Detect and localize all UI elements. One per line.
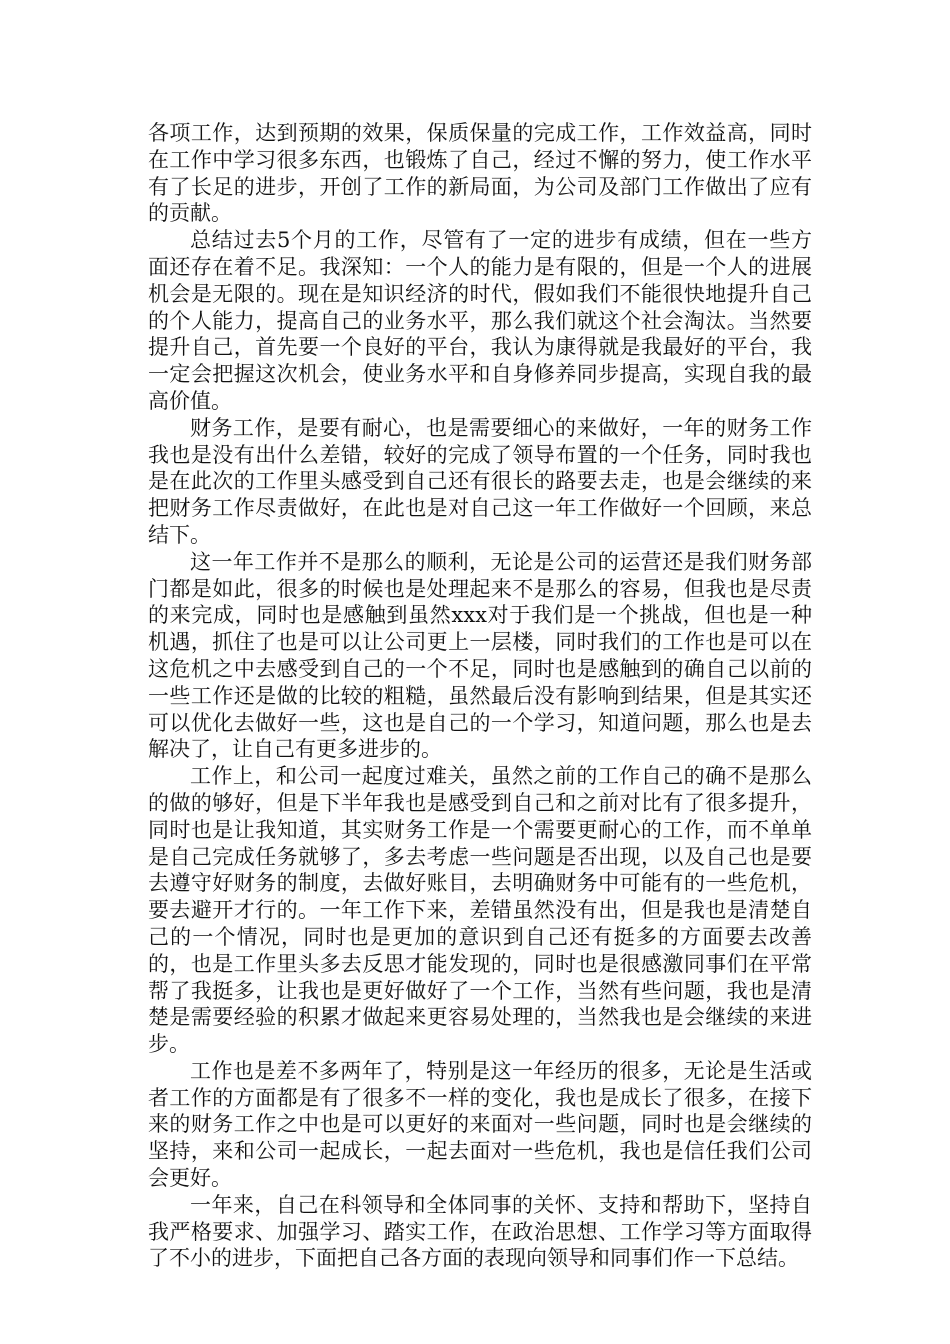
paragraph-finance-work: 财务工作，是要有耐心，也是需要细心的来做好，一年的财务工作我也是没有出什么差错，较好的完成了领导布置的一个任务，同时我也是在此次的工作里头感受到自己还有很长的路要去走，也是会继续的来把财务工作尽责做好，在此也是对自己这一年工作做好一个回顾，来总结下。 xyxy=(148,415,812,547)
paragraph-continuation: 各项工作，达到预期的效果，保质保量的完成工作，工作效益高，同时在工作中学习很多东西，也锻炼了自己，经过不懈的努力，使工作水平有了长足的进步，开创了工作的新局面，为公司及部门工作做出了应有的贡献。 xyxy=(148,121,812,226)
paragraph-overcoming-difficulties: 工作上，和公司一起度过难关，虽然之前的工作自己的确不是那么的做的够好，但是下半年我也是感受到自己和之前对比有了很多提升，同时也是让我知道，其实财务工作是一个需要更耐心的工作，而不单单是自己完成任务就够了，多去考虑一些问题是否出现，以及自己也是要去遵守好财务的制度，去做好账目，去明确财务中可能有的一些危机，要去避开才行的。一年工作下来，差错虽然没有出，但是我也是清楚自己的一个情况，同时也是更加的意识到自己还有挺多的方面要去改善的，也是工作里头多去反思才能发现的，同时也是很感激同事们在平常帮了我挺多，让我也是更好做好了一个工作，当然有些问题，我也是清楚是需要经验的积累才做起来更容易处理的，当然我也是会继续的来进步。 xyxy=(148,764,812,1057)
paragraph-year-summary: 一年来，自己在科领导和全体同事的关怀、支持和帮助下，坚持自我严格要求、加强学习、踏实工作，在政治思想、工作学习等方面取得了不小的进步，下面把自己各方面的表现向领导和同事们作一下总结。 xyxy=(148,1192,812,1271)
paragraph-summary-five-months: 总结过去5个月的工作，尽管有了一定的进步有成绩，但在一些方面还存在着不足。我深知：一个人的能力是有限的，但是一个人的进展机会是无限的。现在是知识经济的时代，假如我们不能很快地提升自己的个人能力，提高自己的业务水平，那么我们就这个社会淘汰。当然要提升自己，首先要一个良好的平台，我认为康得就是我最好的平台，我一定会把握这次机会，使业务水平和自身修养同步提高，实现自我的最高价值。 xyxy=(148,228,812,413)
paragraph-two-years: 工作也是差不多两年了，特别是这一年经历的很多，无论是生活或者工作的方面都是有了很多不一样的变化，我也是成长了很多，在接下来的财务工作之中也是可以更好的来面对一些问题，同时也是会继续的坚持，来和公司一起成长，一起去面对一些危机，我也是信任我们公司会更好。 xyxy=(148,1058,812,1191)
paragraph-difficult-year: 这一年工作并不是那么的顺利，无论是公司的运营还是我们财务部门都是如此，很多的时候也是处理起来不是那么的容易，但我也是尽责的来完成，同时也是感触到虽然xxx对于我们是一个挑战，但也是一种机遇，抓住了也是可以让公司更上一层楼，同时我们的工作也是可以在这危机之中去感受到自己的一个不足，同时也是感触到的确自己以前的一些工作还是做的比较的粗糙，虽然最后没有影响到结果，但是其实还可以优化去做好一些，这也是自己的一个学习，知道问题，那么也是去解决了，让自己有更多进步的。 xyxy=(148,549,812,762)
document-body xyxy=(148,120,812,1272)
